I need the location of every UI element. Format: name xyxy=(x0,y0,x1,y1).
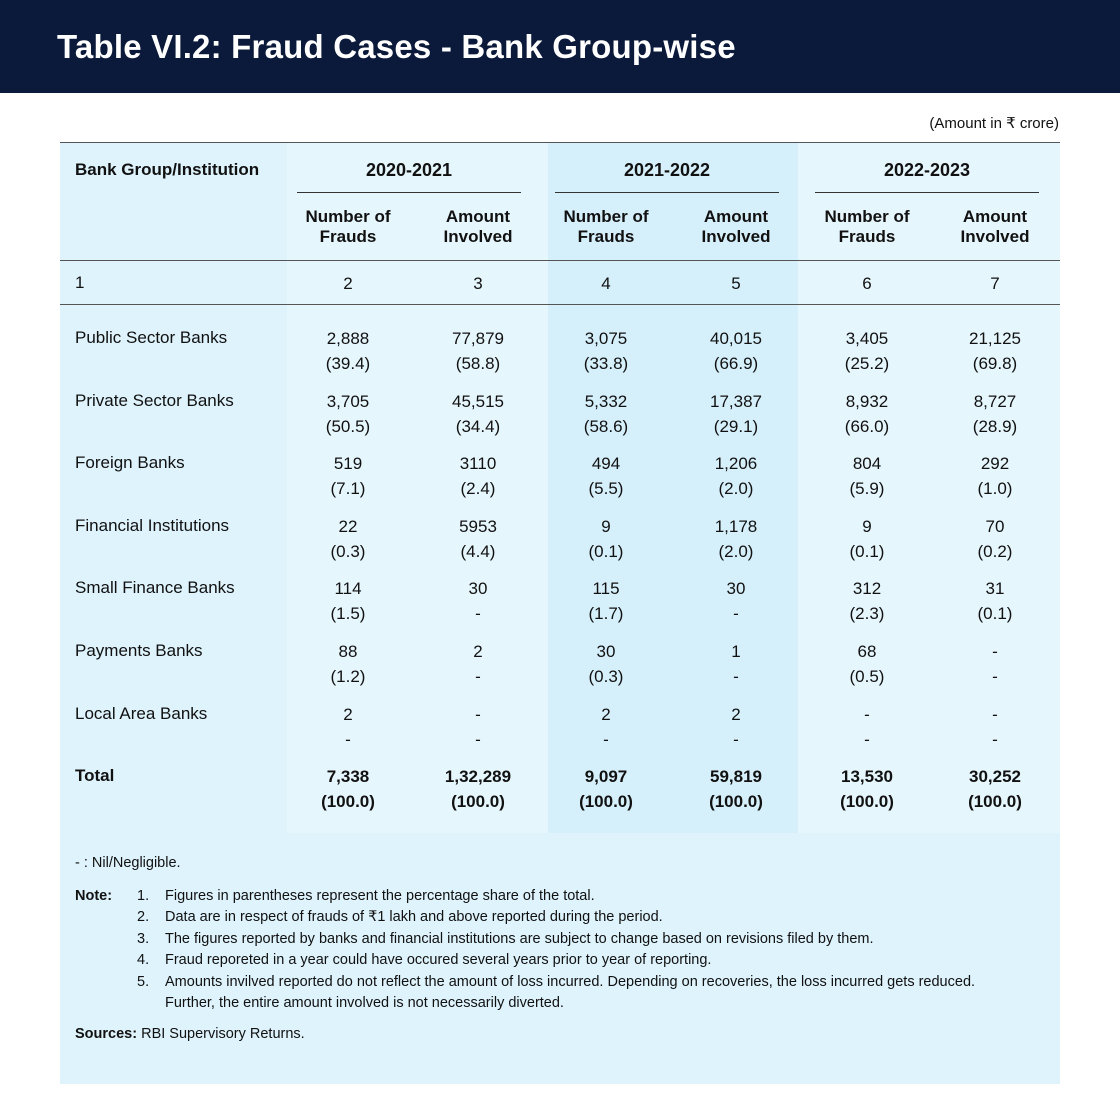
cell-share: - xyxy=(864,729,870,749)
cell-value: 292 xyxy=(980,454,1010,474)
cell-share: - xyxy=(603,729,609,749)
table-cell xyxy=(676,576,796,626)
cell-share: (0.3) xyxy=(330,541,366,561)
table-cell xyxy=(935,514,1055,564)
table-cell xyxy=(546,576,666,626)
cell-value: 3,075 xyxy=(584,329,628,348)
total-cell xyxy=(676,764,796,814)
table-cell xyxy=(546,451,666,501)
cell-value: 3110 xyxy=(459,454,497,474)
col-bg-label xyxy=(60,143,287,833)
cell-value: 2,888 xyxy=(326,329,370,348)
cell-value: 68 xyxy=(857,642,877,661)
cell-share: (1.7) xyxy=(588,604,624,624)
cell-share: - xyxy=(733,604,739,624)
cell-value: 88 xyxy=(338,642,358,661)
note-item: 3. The figures reported by banks and financial institutions are subject to change based on revisions filed by them. xyxy=(137,931,874,947)
table-cell xyxy=(807,514,927,564)
total-cell xyxy=(418,764,538,814)
cell-share: (7.1) xyxy=(330,479,366,499)
cell-share: - xyxy=(475,667,481,686)
cell-value: - xyxy=(475,704,481,724)
table-cell xyxy=(935,389,1055,439)
table-cell xyxy=(676,639,796,689)
cell-share: (1.2) xyxy=(330,667,366,686)
table-cell xyxy=(288,389,408,439)
table-cell xyxy=(935,451,1055,501)
cell-value: 8,932 xyxy=(845,391,889,411)
col-number: 7 xyxy=(990,274,1000,293)
total-cell xyxy=(935,764,1055,814)
table-cell xyxy=(418,389,538,439)
table-cell xyxy=(418,326,538,376)
table-cell xyxy=(288,639,408,689)
cell-share: (100.0) xyxy=(579,792,633,812)
table-cell xyxy=(288,451,408,501)
note-item: 4. Fraud reporeted in a year could have occured several years prior to year of reporting. xyxy=(137,952,712,968)
table-cell xyxy=(807,639,927,689)
cell-share: - xyxy=(345,729,351,749)
table-cell xyxy=(807,389,927,439)
subheader-number: Number of Frauds xyxy=(305,207,391,246)
cell-value: 5,332 xyxy=(584,391,628,411)
nil-legend: - : Nil/Negligible. xyxy=(75,855,181,871)
cell-share: (5.9) xyxy=(849,479,885,499)
row-label: Private Sector Banks xyxy=(75,390,234,410)
cell-value: - xyxy=(992,642,998,661)
cell-value: 2 xyxy=(601,704,611,724)
cell-value: - xyxy=(864,704,870,724)
cell-value: 7,338 xyxy=(326,767,370,787)
table-cell xyxy=(676,389,796,439)
cell-share: (100.0) xyxy=(968,792,1022,812)
row-label: Payments Banks xyxy=(75,641,203,660)
cell-share: (100.0) xyxy=(840,792,894,812)
cell-share: (2.4) xyxy=(460,479,496,499)
table-cell xyxy=(288,576,408,626)
cell-value: 115 xyxy=(592,579,620,599)
cell-value: 9 xyxy=(862,516,872,536)
table-cell xyxy=(418,451,538,501)
cell-share: (29.1) xyxy=(713,416,759,436)
subheader-amount: Amount Involved xyxy=(443,207,513,246)
cell-value: 13,530 xyxy=(841,767,893,787)
table-cell xyxy=(546,514,666,564)
cell-share: (28.9) xyxy=(972,416,1018,436)
cell-value: 21,125 xyxy=(969,329,1021,348)
cell-share: (58.8) xyxy=(455,354,501,373)
year-header-2020: 2020-2021 xyxy=(365,160,453,180)
cell-share: (50.5) xyxy=(325,416,371,436)
cell-value: 40,015 xyxy=(710,329,762,348)
cell-value: 494 xyxy=(591,454,621,474)
cell-share: - xyxy=(992,667,998,686)
cell-value: 9,097 xyxy=(584,767,628,787)
cell-value: 22 xyxy=(338,516,358,536)
cell-value: 8,727 xyxy=(973,391,1017,411)
cell-share: (0.1) xyxy=(588,541,624,561)
cell-share: (0.2) xyxy=(977,541,1013,561)
cell-value: 1 xyxy=(731,642,741,661)
cell-value: 5953 xyxy=(459,516,497,536)
table-cell xyxy=(807,576,927,626)
cell-value: 9 xyxy=(601,516,611,536)
year-header-2022: 2022-2023 xyxy=(883,160,971,180)
col-number: 5 xyxy=(731,274,741,293)
cell-value: 2 xyxy=(473,642,483,661)
cell-share: (58.6) xyxy=(583,416,629,436)
cell-share: (0.3) xyxy=(588,667,624,686)
table-cell xyxy=(807,451,927,501)
year-header-2021: 2021-2022 xyxy=(623,160,711,180)
table-cell xyxy=(418,639,538,689)
table-cell xyxy=(676,326,796,376)
cell-share: (34.4) xyxy=(455,416,501,436)
table-cell xyxy=(418,702,538,752)
table-cell xyxy=(676,702,796,752)
cell-value: 30 xyxy=(468,579,488,599)
total-cell xyxy=(288,764,408,814)
total-cell xyxy=(546,764,666,814)
cell-share: (1.0) xyxy=(977,479,1013,499)
notes-panel xyxy=(60,833,1060,1084)
row-label: Public Sector Banks xyxy=(75,328,228,347)
cell-share: (2.3) xyxy=(849,604,885,624)
sources-line: Sources: RBI Supervisory Returns. xyxy=(75,1026,305,1042)
cell-value: 77,879 xyxy=(452,329,504,348)
table-cell xyxy=(546,639,666,689)
cell-value: 31 xyxy=(985,579,1005,599)
cell-value: 114 xyxy=(334,579,362,599)
note-item: 2. Data are in respect of frauds of ₹1 lakh and above reported during the period. xyxy=(137,909,663,925)
cell-value: 17,387 xyxy=(710,391,762,411)
cell-share: - xyxy=(733,667,739,686)
colnum-divider xyxy=(60,304,1060,305)
table-cell xyxy=(935,326,1055,376)
subheader-number: Number of Frauds xyxy=(563,207,649,246)
cell-share: (39.4) xyxy=(325,354,371,373)
col-number: 1 xyxy=(75,273,85,292)
subheader-amount: Amount Involved xyxy=(701,207,771,246)
cell-share: (100.0) xyxy=(321,792,375,812)
table-cell xyxy=(935,702,1055,752)
subheader-amount: Amount Involved xyxy=(960,207,1030,246)
table-cell xyxy=(546,326,666,376)
title-bar xyxy=(0,0,1120,93)
cell-share: (100.0) xyxy=(709,792,763,812)
cell-share: (0.5) xyxy=(849,667,885,686)
cell-value: 312 xyxy=(852,579,882,599)
col-number: 4 xyxy=(601,274,611,293)
cell-share: (69.8) xyxy=(972,354,1018,373)
cell-value: 804 xyxy=(852,454,882,474)
cell-value: 3,405 xyxy=(845,329,889,348)
table-cell xyxy=(288,326,408,376)
total-cell xyxy=(807,764,927,814)
cell-share: (66.0) xyxy=(844,416,890,436)
table-cell xyxy=(676,514,796,564)
col-number: 3 xyxy=(473,274,483,293)
cell-share: (4.4) xyxy=(460,541,496,561)
table-cell xyxy=(546,389,666,439)
cell-value: 1,32,289 xyxy=(444,767,512,787)
table-cell xyxy=(288,514,408,564)
row-label: Local Area Banks xyxy=(75,703,208,723)
note-label: Note: xyxy=(75,888,113,904)
cell-share: (25.2) xyxy=(844,354,890,373)
units-note: (Amount in ₹ crore) xyxy=(929,115,1059,132)
fraud-table xyxy=(60,142,1060,834)
cell-value: 45,515 xyxy=(452,391,504,411)
cell-value: 2 xyxy=(343,704,353,724)
cell-value: 3,705 xyxy=(326,391,370,411)
cell-share: - xyxy=(475,604,481,624)
table-cell xyxy=(935,639,1055,689)
cell-share: (100.0) xyxy=(451,792,505,812)
cell-value: 30 xyxy=(726,579,746,599)
col-number: 2 xyxy=(343,274,353,293)
cell-value: 70 xyxy=(985,516,1005,536)
subheader-number: Number of Frauds xyxy=(824,207,910,246)
table-cell xyxy=(546,702,666,752)
header-divider xyxy=(60,260,1060,261)
page-title: Table VI.2: Fraud Cases - Bank Group-wise xyxy=(57,28,736,65)
cell-share: (0.1) xyxy=(849,541,885,561)
cell-value: 1,206 xyxy=(714,454,758,474)
table-cell xyxy=(418,514,538,564)
header-group-label: Bank Group/Institution xyxy=(75,160,260,179)
table-cell xyxy=(935,576,1055,626)
cell-share: (1.5) xyxy=(330,604,366,624)
cell-share: - xyxy=(475,729,481,749)
table-cell xyxy=(288,702,408,752)
cell-value: 519 xyxy=(333,454,363,474)
cell-share: - xyxy=(733,729,739,749)
table-cell xyxy=(807,326,927,376)
table-cell xyxy=(676,451,796,501)
table-cell xyxy=(418,576,538,626)
note-item: 5. Amounts invilved reported do not reflect the amount of loss incurred. Depending on recoveries, the loss incurred gets reduced. xyxy=(137,974,976,990)
total-row-label: Total xyxy=(75,766,115,786)
note-item: Further, the entire amount involved is not necessarily diverted. xyxy=(165,995,564,1011)
cell-share: - xyxy=(992,729,998,749)
col-number: 6 xyxy=(862,274,872,293)
cell-value: 1,178 xyxy=(714,516,758,536)
cell-value: 2 xyxy=(731,704,741,724)
cell-share: (2.0) xyxy=(718,479,754,499)
cell-value: 59,819 xyxy=(710,767,762,787)
cell-value: 30 xyxy=(596,642,616,661)
note-item: 1. Figures in parentheses represent the percentage share of the total. xyxy=(137,888,595,904)
cell-value: - xyxy=(992,704,998,724)
row-label: Financial Institutions xyxy=(75,515,230,535)
cell-share: (2.0) xyxy=(718,541,754,561)
cell-share: (0.1) xyxy=(977,604,1013,624)
cell-share: (33.8) xyxy=(583,354,629,373)
row-label: Small Finance Banks xyxy=(75,578,235,598)
cell-share: (66.9) xyxy=(713,354,759,373)
cell-value: 30,252 xyxy=(969,767,1021,787)
year-underline xyxy=(297,192,521,193)
year-underline xyxy=(815,192,1039,193)
row-label: Foreign Banks xyxy=(75,453,185,473)
table-cell xyxy=(807,702,927,752)
year-underline xyxy=(555,192,779,193)
cell-share: (5.5) xyxy=(588,479,624,499)
